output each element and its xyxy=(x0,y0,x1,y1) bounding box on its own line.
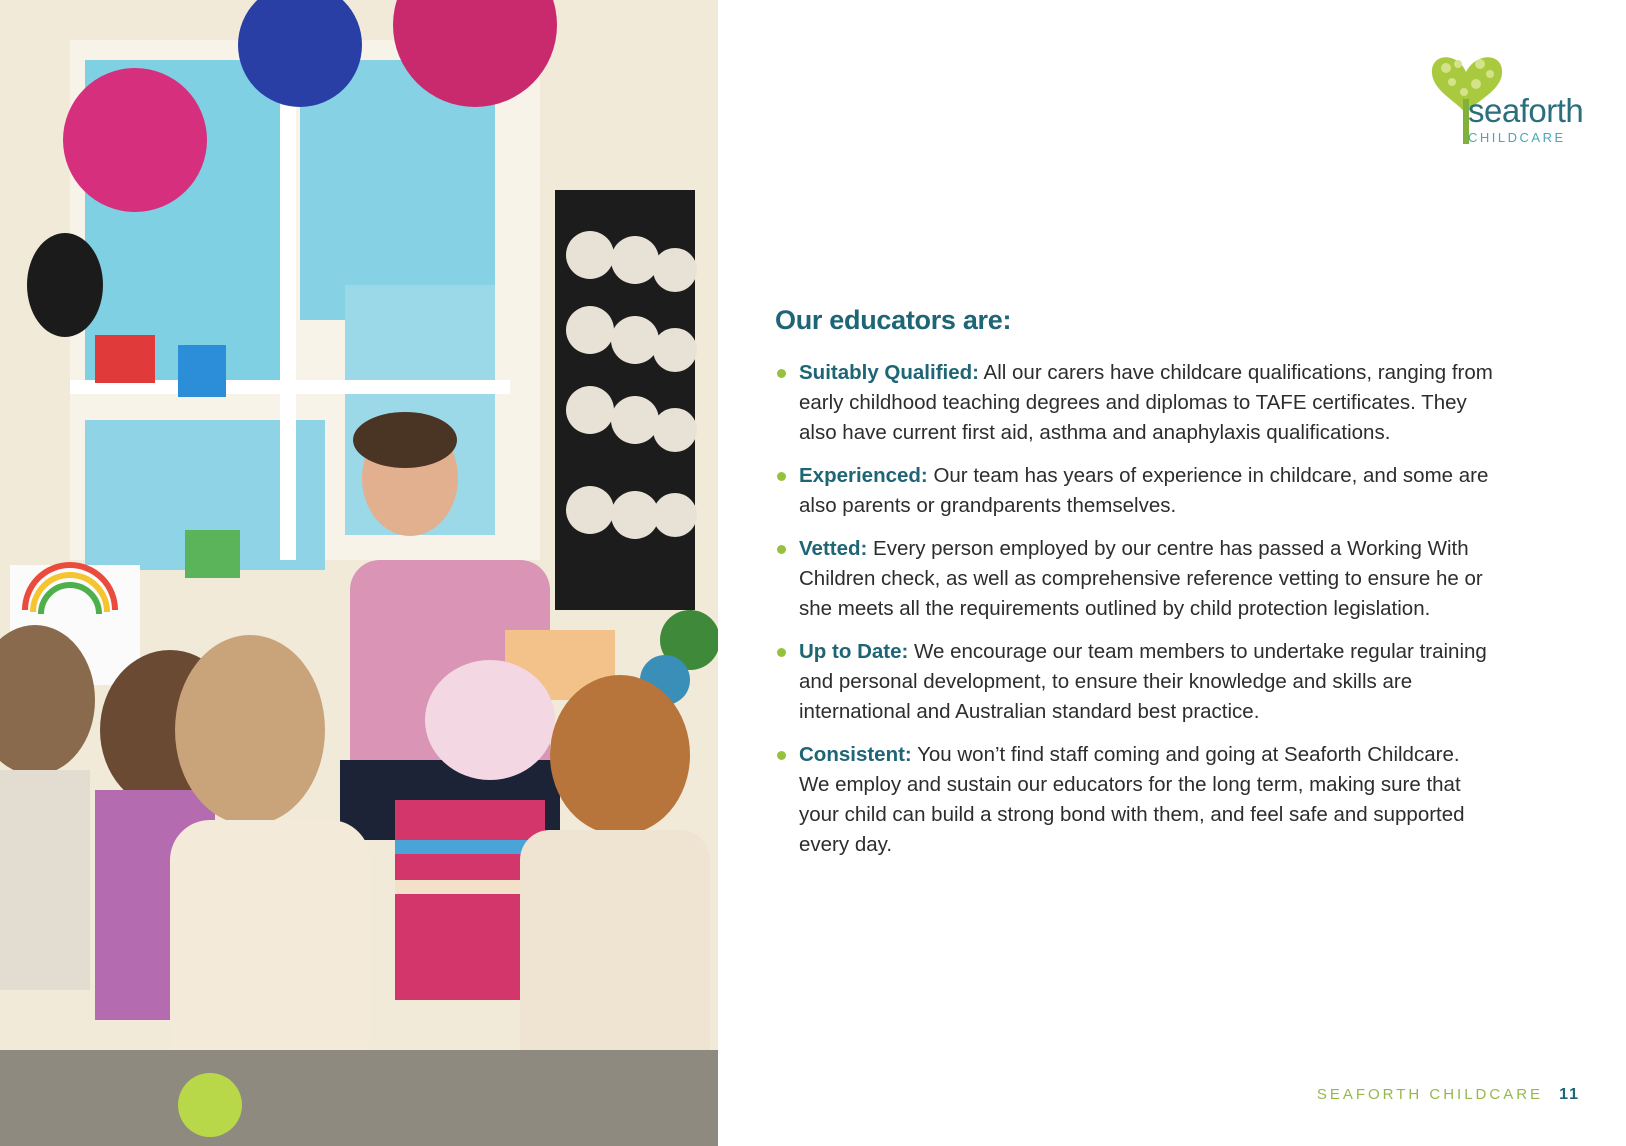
bullet-icon xyxy=(777,751,786,760)
bullet-icon xyxy=(777,472,786,481)
item-term: Experienced: xyxy=(799,464,928,487)
educators-section xyxy=(775,305,1495,873)
item-term: Vetted: xyxy=(799,537,868,560)
list-item xyxy=(775,461,1495,521)
list-item xyxy=(775,358,1495,448)
educator-qualities-list xyxy=(775,358,1495,860)
list-item xyxy=(775,534,1495,624)
bullet-icon xyxy=(777,648,786,657)
item-text: All our carers have childcare qualifications, ranging from early childhood teaching degrees and diplomas to TAFE certificates. They also have current first aid, asthma and anaphylaxis qualifications. xyxy=(799,361,1493,444)
list-item xyxy=(775,637,1495,727)
item-text: We encourage our team members to undertake regular training and personal development, to ensure their knowledge and skills are international and Australian standard best practice. xyxy=(799,640,1487,723)
item-term: Consistent: xyxy=(799,743,912,766)
bullet-icon xyxy=(777,369,786,378)
item-text: Our team has years of experience in childcare, and some are also parents or grandparents themselves. xyxy=(799,464,1489,517)
footer-label: SEAFORTH CHILDCARE xyxy=(1316,1086,1544,1103)
logo-subtitle: CHILDCARE xyxy=(1468,130,1566,145)
item-text: You won’t find staff coming and going at Seaforth Childcare. We employ and sustain our educators for the long term, making sure that your child can build a strong bond with them, and feel safe and supported every day. xyxy=(799,743,1465,856)
item-term: Up to Date: xyxy=(799,640,909,663)
list-item xyxy=(775,740,1495,860)
logo-wordmark: seaforth xyxy=(1468,92,1584,129)
item-text: Every person employed by our centre has passed a Working With Children check, as well as comprehensive reference vetting to ensure he or she meets all the requirements outlined by child protection legislation. xyxy=(799,537,1483,620)
classroom-photo xyxy=(0,0,718,1146)
page-footer xyxy=(1317,1086,1580,1104)
seaforth-logo xyxy=(1428,44,1588,144)
bullet-icon xyxy=(777,545,786,554)
page-number: 11 xyxy=(1559,1086,1580,1103)
section-heading: Our educators are: xyxy=(775,305,1012,335)
item-term: Suitably Qualified: xyxy=(799,361,979,384)
